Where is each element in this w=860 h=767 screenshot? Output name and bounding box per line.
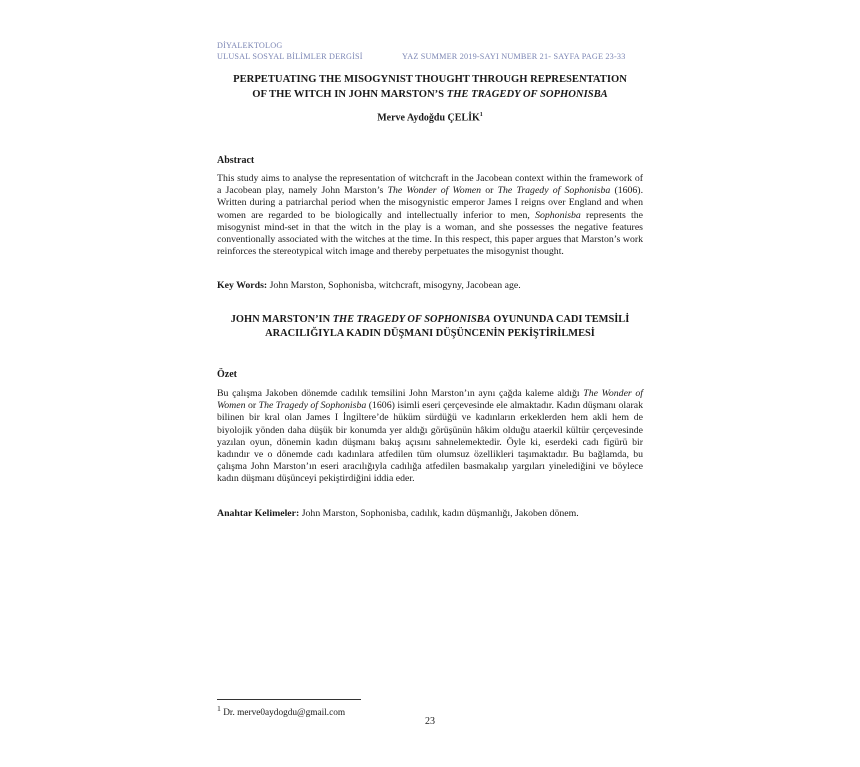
- author-name: Merve Aydoğdu ÇELİK: [377, 112, 480, 124]
- anahtar-label: Anahtar Kelimeler:: [217, 508, 300, 519]
- ozet-italic-title: The Tragedy of Sophonisba: [258, 400, 367, 412]
- author: [200, 112, 660, 123]
- ozet-text: or: [245, 400, 259, 412]
- title-line-2-text: OF THE WITCH IN JOHN MARSTON’S: [252, 89, 447, 100]
- abstract-text: This study aims to analyse the representation of witchcraft in the Jacobean context within the framework of a Jacobean play, namely John Marston’s: [217, 173, 643, 197]
- ozet-heading: Özet: [217, 369, 237, 380]
- footnote-divider: [217, 699, 361, 700]
- keywords-list: John Marston, Sophonisba, witchcraft, misogyny, Jacobean age.: [267, 280, 521, 291]
- turkish-title-line-2: ARACILIĞIYLA KADIN DÜŞMANI DÜŞÜNCENİN PEKİŞTİRİLMESİ: [265, 328, 595, 339]
- turkish-title-text: JOHN MARSTON’IN: [230, 314, 333, 325]
- anahtar-list: John Marston, Sophonisba, cadılık, kadın düşmanlığı, Jakoben dönem.: [299, 508, 579, 519]
- ozet-text: (1606) isimli eseri çerçevesinde ele almaktadır. Kadın düşmanı olarak bilinen bir kral olan James I İngiltere’de hüküm sürdüğü ve kadınların erkeklerden hem akli hem de biyolojik yönden daha düşük bir konumda yer aldığı görüşünün hâkim olduğu ataerkil kültür çerçevesinde yazılan oyun, dönemin kadın düşmanı bakış açısını sahnelemektedir. Öyle ki, eserdeki cadı figürü bir kadındır ve o dönemde cadı kadınlara atfedilen tüm olumsuz özellikleri taşımaktadır. Bu bağlamda, bu çalışma John Marston’ın eseri aracılığıyla cadılığa atfedilen basmakalıp yargıları yinelediğini ve böylece kadın düşmanı düşünceyi pekiştirdiğini iddia eder.: [217, 400, 643, 485]
- abstract-italic-title: Sophonisba: [535, 209, 581, 221]
- issue-info: YAZ SUMMER 2019-SAYI NUMBER 21- SAYFA PAGE 23-33: [402, 52, 626, 61]
- abstract-italic-title: The Wonder of Women: [387, 185, 482, 197]
- turkish-title: [200, 313, 660, 341]
- keywords-label: Key Words:: [217, 280, 268, 291]
- footnote-text: Dr. merve0aydogdu@gmail.com: [220, 708, 346, 719]
- title-line-2: [200, 87, 660, 102]
- ozet-text: Bu çalışma Jakoben dönemde cadılık temsilini John Marston’ın aynı çağda kaleme aldığı: [217, 388, 584, 399]
- abstract-text: (1606). Written during a patriarchal period when the misogynistic emperor James I reigns over England and when women are regarded to be biologically and intellectually inferior to men,: [217, 185, 644, 221]
- journal-name: DİYALEKTOLOG: [217, 41, 283, 50]
- footnote-mark: 1: [217, 704, 221, 713]
- abstract-text: represents the misogynist mind-set in that the witch in the play is a woman, and she possesses the negative features conventionally associated with the witches at the time. In this respect, this paper argues that Marston’s work reinforces the stereotypical witch image and thereby perpetuates the misogynist thought.: [217, 209, 643, 258]
- abstract-heading: Abstract: [217, 155, 255, 166]
- abstract-body: [217, 173, 643, 258]
- title-line-1: PERPETUATING THE MISOGYNIST THOUGHT THROUGH REPRESENTATION: [233, 74, 627, 85]
- author-footnote-mark: 1: [479, 112, 483, 118]
- keywords: [217, 280, 643, 292]
- ozet-body: [217, 388, 643, 486]
- title-line-2-italic: THE TRAGEDY OF SOPHONISBA: [446, 89, 608, 100]
- footnote: [217, 704, 345, 718]
- abstract-text: or: [481, 185, 498, 197]
- turkish-title-text: OYUNUNDA CADI TEMSİLİ: [490, 314, 630, 325]
- turkish-title-line-1: [200, 313, 660, 327]
- abstract-italic-title: The Tragedy of Sophonisba: [497, 185, 611, 197]
- anahtar-kelimeler: [217, 508, 643, 520]
- turkish-title-italic: THE TRAGEDY OF SOPHONISBA: [332, 314, 491, 325]
- page-number: 23: [425, 716, 435, 727]
- ozet-italic-title: The Wonder of Women: [217, 388, 643, 412]
- paper-title: [200, 72, 660, 102]
- journal-subtitle: ULUSAL SOSYAL BİLİMLER DERGİSİ: [217, 52, 363, 61]
